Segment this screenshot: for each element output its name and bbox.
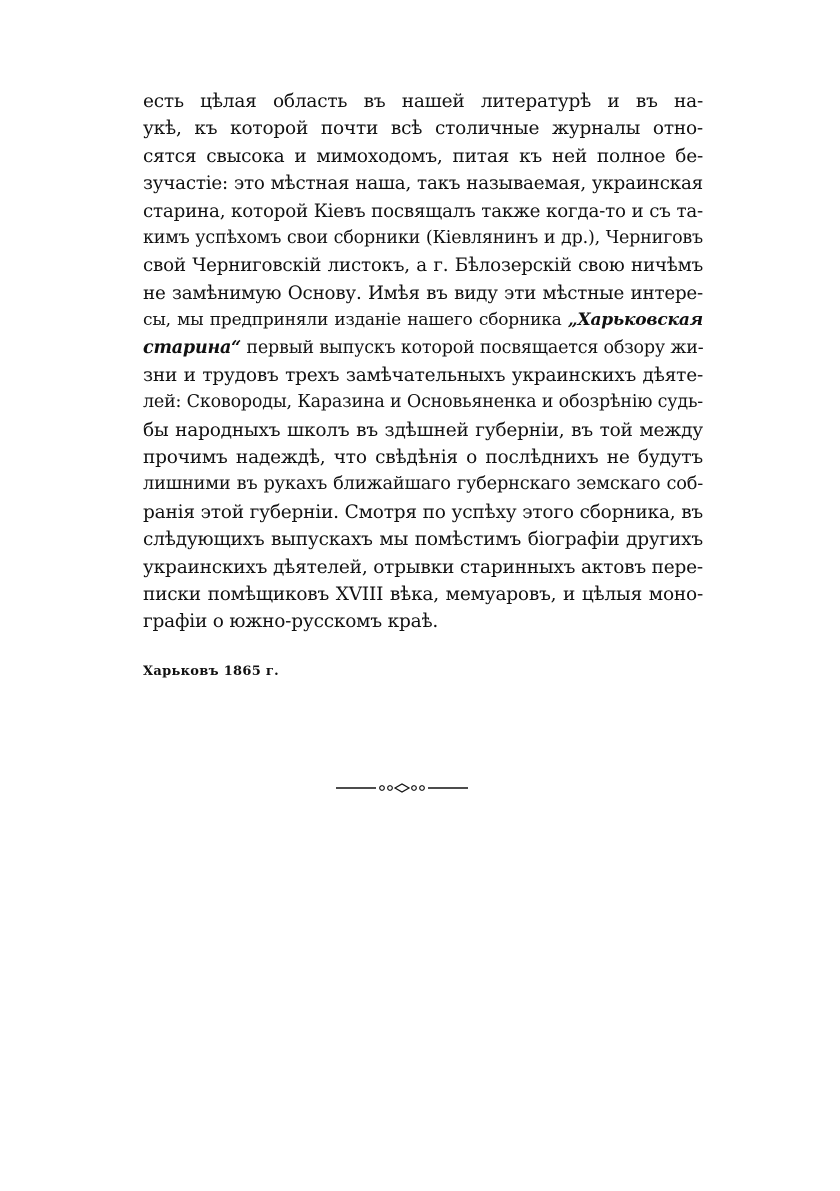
text-line: ранія этой губерніи. Смотря по успѣху этого сборника, въ — [143, 501, 703, 523]
ornament-divider-icon — [332, 780, 472, 796]
text-line-with-title — [143, 307, 703, 334]
text-line: лей: Сковороды, Каразина и Основьяненка и обозрѣнію судь- — [143, 392, 703, 413]
text-line: не замѣнимую Основу. Имѣя въ виду эти мѣстные интере- — [143, 282, 703, 304]
text-line: старина, которой Кіевъ посвящалъ также когда-то и съ та- — [143, 200, 703, 222]
text-line-with-title — [143, 335, 703, 362]
text-line: графіи о южно-русскомъ краѣ. — [143, 611, 439, 633]
text-line: слѣдующихъ выпускахъ мы помѣстимъ біографіи другихъ — [143, 529, 703, 551]
collection-title-continued: старина“ — [143, 337, 242, 358]
text-line: есть цѣлая область въ нашей литературѣ и въ на- — [143, 91, 703, 112]
text-line: кимъ успѣхомъ свои сборники (Кіевлянинъ и др.), Черниговъ — [143, 227, 703, 248]
text-line: свой Черниговскій листокъ, а г. Бѣлозерскій свою ничѣмъ — [143, 255, 703, 277]
text-line: прочимъ надеждѣ, что свѣдѣнія о послѣднихъ не будутъ — [143, 447, 703, 469]
text-line: бы народныхъ школъ въ здѣшней губерніи, въ той между — [143, 419, 703, 441]
text-line: сятся свысока и мимоходомъ, питая къ ней полное бе- — [143, 145, 703, 167]
preface-text — [143, 88, 703, 636]
text-line: зучастіе: это мѣстная наша, такъ называемая, украинская — [143, 173, 703, 195]
text-line: лишними въ рукахъ ближайшаго губернскаго земскаго соб- — [143, 474, 703, 495]
collection-title: „Харьковская — [567, 310, 703, 331]
text-line: зни и трудовъ трехъ замѣчательныхъ украинскихъ дѣяте- — [143, 364, 703, 386]
text-line: писки помѣщиковъ XVIII вѣка, мемуаровъ, и цѣлыя моно- — [143, 584, 703, 606]
text-segment: сы, мы предприняли изданіе нашего сборника — [143, 310, 562, 331]
text-segment: первый выпускъ которой посвящается обзору жи- — [246, 337, 704, 358]
text-line: украинскихъ дѣятелей, отрывки старинныхъ актовъ пере- — [143, 556, 703, 578]
text-line: укѣ, къ которой почти всѣ столичные журналы отно- — [143, 118, 703, 140]
place-date-signature: Харьковъ 1865 г. — [143, 664, 280, 679]
